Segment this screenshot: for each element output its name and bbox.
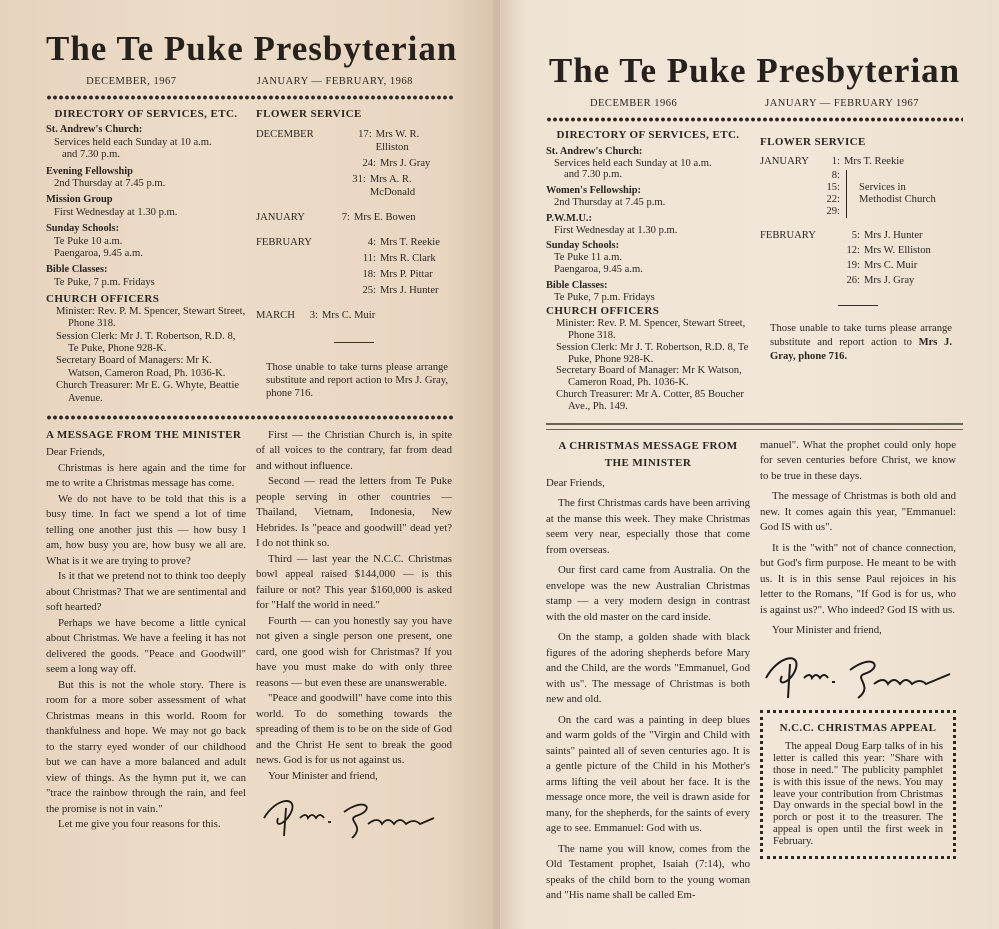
month	[256, 252, 350, 265]
month	[760, 275, 842, 287]
flower-service	[256, 108, 452, 405]
officer-entry: Session Clerk: Mr J. T. Robertson, R.D. 8, Te Puke, Phone 928-K.	[556, 341, 749, 365]
ncc-appeal-box	[760, 710, 956, 859]
name: Mrs W. Elliston	[864, 245, 931, 256]
day: 5:	[851, 230, 860, 241]
month	[256, 157, 350, 170]
flower-row	[256, 211, 452, 224]
signature-image	[760, 644, 956, 702]
section-label: Mission Group	[46, 194, 113, 206]
section-line: First Wednesday at 1.30 p.m.	[554, 224, 678, 236]
name: Mrs T. Reekie	[844, 156, 904, 167]
officer-entry: Secretary Board of Managers: Mr K. Watson, Cameron Road, Ph. 1036-K.	[56, 355, 226, 379]
section-line: Te Puke, 7 p.m. Fridays	[554, 291, 655, 303]
directory-section	[46, 223, 246, 260]
flower-row	[760, 260, 956, 272]
name: Mrs E. Bowen	[354, 212, 416, 223]
day: 1:	[831, 156, 840, 167]
top-section	[46, 108, 453, 405]
section-line: Services held each Sunday at 10 a.m.	[554, 157, 712, 169]
paragraph: "Peace and goodwill" have come into this world. To do something towards the spreading of them is to be on the side of God and the Christ He sent to break the good news. God is for us not against us.	[256, 692, 452, 767]
directory-of-services	[546, 130, 750, 413]
day: 7:	[341, 212, 350, 223]
directory-heading: DIRECTORY OF SERVICES, ETC.	[556, 129, 740, 141]
directory-section	[46, 194, 246, 219]
short-divider	[334, 342, 374, 343]
paragraph: But this is not the whole story. There is room for a more sober assessment of what Christmas means in this world. Room for thankfulness and hope. We may not go back to the starry eyed wonder of our childhood but we can have a more balanced and adult view of things. As the hymn put it, we can "trace the rainbow through the rain, and feel the promise is not in vain."	[46, 678, 246, 815]
name: Mrs J. Hunter	[864, 230, 923, 241]
flower-row	[256, 128, 452, 154]
day: 22:	[826, 194, 840, 205]
name: Mrs W. R. Elliston	[375, 129, 420, 153]
day: 26:	[846, 275, 860, 286]
minister-message	[46, 428, 453, 844]
name: Mrs C. Muir	[322, 310, 376, 321]
minister-message-col-2	[256, 428, 452, 844]
section-label: Sunday Schools:	[46, 223, 120, 235]
month	[760, 260, 842, 272]
paragraph: Let me give you four reasons for this.	[58, 818, 221, 831]
flower-service	[760, 130, 956, 413]
officer-entry: Church Treasurer: Mr E. G. Whyte, Beattie Avenue.	[56, 380, 240, 404]
closing: Your Minister and friend,	[268, 769, 378, 782]
section-label: St. Andrew's Church:	[546, 145, 643, 157]
paragraph: On the card was a painting in deep blues and warm golds of the "Virgin and Child with saints" painted all of seven centuries ago. It is a gentle picture of the Child in his Mother's arms lifting the veil about her face. It is the message once more, the veil is drawn aside for many, for the shepherds, for the saints of every age to see. Emmanuel: God with us.	[546, 713, 750, 835]
paragraph: Our first card came from Australia. On the envelope was the new Australian Christmas stamp — a very modern design in contrast with the old master on the card inside.	[546, 564, 750, 623]
flower-row	[256, 284, 452, 297]
ornamental-divider	[46, 95, 453, 100]
section-label: P.W.M.U.:	[546, 212, 592, 224]
directory-of-services	[46, 108, 246, 405]
name: Mrs C. Muir	[864, 260, 918, 271]
day: 15:	[826, 182, 840, 193]
section-divider	[546, 423, 963, 430]
day: 31:	[352, 174, 366, 185]
flower-row	[256, 309, 452, 322]
flower-note: Those unable to take turns please arrange substitute and report action to Mrs J. Gray, phone 716.	[266, 362, 448, 399]
bracket-text: Services in Methodist Church	[859, 182, 936, 205]
month	[256, 284, 350, 297]
christmas-message	[546, 438, 963, 909]
officer-entry: Church Treasurer: Mr A. Cotter, 85 Boucher Ave., Ph. 149.	[556, 388, 744, 412]
name: Mrs T. Reekie	[380, 237, 440, 248]
month: FEBRUARY	[256, 237, 312, 248]
section-line: Paengaroa, 9.45 a.m.	[54, 248, 143, 260]
issue-period: JANUARY — FEBRUARY 1967	[765, 98, 920, 109]
flower-row	[760, 245, 956, 257]
newsletter-page-1966	[500, 0, 999, 929]
section-line: and 7.30 p.m.	[564, 169, 622, 181]
greeting: Dear Friends,	[546, 476, 605, 489]
directory-section	[546, 213, 750, 237]
ornamental-divider	[46, 415, 453, 420]
flower-heading: FLOWER SERVICE	[256, 108, 362, 120]
christmas-message-col-1	[546, 438, 750, 909]
day: 8:	[831, 170, 840, 181]
issue-dates	[546, 98, 963, 109]
day: 24:	[362, 158, 376, 169]
paragraph: The name you will know, comes from the Old Testament prophet, Isaiah (7:14), who speaks of the child born to the young woman and "His name shall be called Em-	[546, 842, 750, 902]
ornamental-divider	[546, 117, 963, 122]
name: Mrs R. Clark	[380, 253, 436, 264]
note-text: Those unable to take turns please arrange substitute and report action to	[770, 323, 952, 348]
paragraph: The first Christmas cards have been arriving at the manse this week. They make Christmas seem very near, especially those that come from overseas.	[546, 497, 750, 556]
section-line: Te Puke 10 a.m.	[54, 235, 123, 247]
paragraph: We do not have to be told that this is a busy time. In fact we spend a lot of time telling one another just this — how busy I am, how busy you are, how busy we all are. What is it we are trying to prove?	[46, 492, 246, 567]
greeting: Dear Friends,	[46, 446, 105, 459]
paragraph: Christmas is here again and the time for me to write a Christmas message has come.	[46, 461, 246, 490]
flower-row	[256, 236, 452, 249]
officers-heading: CHURCH OFFICERS	[546, 305, 660, 318]
short-divider	[838, 305, 878, 306]
directory-section	[46, 124, 246, 161]
day: 25:	[362, 285, 376, 296]
section-line: Te Puke 11 a.m.	[554, 252, 623, 264]
directory-section	[46, 264, 246, 289]
masthead-title: The Te Puke Presbyterian	[548, 51, 961, 90]
day: 3:	[309, 310, 318, 321]
paragraph: On the stamp, a golden shade with black figures of the adoring shepherds before Mary and the Child, are the words "Emmanuel, God with us". The message of Christmas is both new and old.	[546, 631, 750, 706]
directory-section	[546, 146, 750, 181]
month	[256, 173, 342, 199]
officer-entry: Minister: Rev. P. M. Spencer, Stewart Street, Phone 318.	[556, 318, 746, 341]
name: Mrs A. R. McDonald	[369, 174, 416, 198]
section-label: Bible Classes:	[46, 264, 108, 276]
note-contact: Mrs J. Gray, phone 716.	[770, 337, 952, 362]
flower-row	[256, 268, 452, 281]
top-section	[546, 130, 963, 413]
section-line: Services held each Sunday at 10 a.m.	[54, 136, 212, 148]
flower-row	[760, 275, 956, 287]
paragraph: Perhaps we have become a little cynical about Christmas. We have a feeling it has not delivered the goods. "Peace and Goodwill" seem a long way off.	[46, 616, 246, 676]
officer-entry: Session Clerk: Mr J. T. Robertson, R.D. 8, Te Puke, Phone 928-K.	[56, 330, 236, 354]
signature-image	[256, 788, 446, 843]
section-line: Paengaroa, 9.45 a.m.	[554, 263, 643, 275]
appeal-heading: N.C.C. CHRISTMAS APPEAL	[779, 721, 937, 734]
directory-heading: DIRECTORY OF SERVICES, ETC.	[54, 108, 238, 120]
section-line: and 7.30 p.m.	[62, 149, 120, 161]
flower-heading: FLOWER SERVICE	[760, 136, 866, 148]
flower-row	[256, 173, 452, 199]
section-line: 2nd Thursday at 7.45 p.m.	[54, 178, 166, 190]
message-heading: A CHRISTMAS MESSAGE FROM THE MINISTER	[558, 439, 738, 469]
flower-row	[760, 156, 956, 168]
directory-section	[46, 166, 246, 191]
closing: Your Minister and friend,	[772, 624, 882, 637]
month: JANUARY	[256, 212, 305, 223]
day: 4:	[367, 237, 376, 248]
directory-section	[546, 280, 750, 304]
month	[256, 268, 350, 281]
day: 19:	[846, 260, 860, 271]
issue-dates	[46, 76, 453, 87]
day: 12:	[846, 245, 860, 256]
section-line: 2nd Thursday at 7.45 p.m.	[554, 196, 666, 208]
newsletter-page-1967	[0, 0, 493, 929]
month	[760, 245, 842, 257]
officer-entry: Secretary Board of Manager: Mr K Watson, Cameron Road, Ph. 1036-K.	[556, 365, 742, 389]
paragraph: The message of Christmas is both old and new. It comes again this year, "Emmanuel: God IS with us".	[760, 490, 956, 534]
name: Mrs J. Gray	[380, 158, 431, 169]
section-label: Women's Fellowship:	[546, 185, 641, 197]
section-label: Evening Fellowship	[46, 165, 133, 177]
day: 17:	[358, 129, 372, 140]
paragraph: First — the Christian Church is, in spite of all voices to the contrary, far from dead and without influence.	[256, 428, 452, 472]
minister-message-col-1	[46, 428, 246, 844]
paragraph: Is it that we pretend not to think too deeply about Christmas? That we are sentimental and soft hearted?	[46, 570, 246, 614]
methodist-bracket-group	[760, 170, 956, 218]
officer-entry: Minister: Rev. P. M. Spencer, Stewart Street, Phone 318.	[56, 305, 246, 330]
issue-date: DECEMBER 1966	[589, 98, 678, 109]
day: 29:	[826, 206, 840, 217]
name: Mrs P. Pittar	[380, 269, 433, 280]
issue-date: DECEMBER, 1967	[86, 76, 177, 87]
officers-heading: CHURCH OFFICERS	[46, 293, 160, 306]
flower-note	[760, 322, 956, 364]
directory-section	[546, 185, 750, 209]
section-line: First Wednesday at 1.30 p.m.	[54, 206, 178, 218]
day: 11:	[362, 253, 376, 264]
month: FEBRUARY	[760, 230, 816, 241]
appeal-text: The appeal Doug Earp talks of in his letter is called this year: "Share with those in need." The publicity pamphlet is with this issue of the news. You may leave your contribution from Christmas Day onwards in the special bowl in the porch or post it to the treasurer. The appeal is open until the first week in February.	[773, 741, 943, 847]
flower-row	[256, 252, 452, 265]
bracket	[846, 170, 949, 218]
paragraph: It is the "with" not of chance connection, but God's firm purpose. He meant to be with us. It is in this sense Paul rejoices in his letter to the Romans, "If God is for us, who is against us?". Who indeed? God IS with us.	[760, 541, 956, 616]
paragraph: Second — read the letters from Te Puke people serving in other countries — Thailand, Vietnam, Indonesia, New Hebrides. Is "peace and goodwill" dead yet? I do not think so.	[256, 475, 452, 550]
paragraph: Fourth — can you honestly say you have not given a single person one present, one card, one good wish for Christmas? If you have you must make do with only three reasons — but even these are unanswerable.	[256, 614, 452, 689]
paragraph: manuel". What the prophet could only hope for seven centuries before Christ, we know to be true in these days.	[760, 438, 956, 482]
christmas-message-col-2	[760, 438, 956, 909]
section-label: Sunday Schools:	[546, 240, 620, 252]
paragraph: Third — last year the N.C.C. Christmas bowl appeal raised $144,000 — is this failure or not? This year $160,000 is asked for "Half the world in need."	[256, 552, 452, 612]
masthead-title: The Te Puke Presbyterian	[46, 29, 458, 68]
day: 18:	[362, 269, 376, 280]
flower-row	[760, 230, 956, 242]
month: MARCH	[256, 310, 295, 321]
month: JANUARY	[760, 156, 809, 167]
section-label: Bible Classes:	[546, 279, 608, 291]
issue-period: JANUARY — FEBRUARY, 1968	[256, 76, 413, 87]
name: Mrs J. Hunter	[380, 285, 439, 296]
month: DECEMBER	[256, 129, 314, 140]
section-label: St. Andrew's Church:	[46, 124, 143, 136]
name: Mrs J. Gray	[864, 275, 915, 286]
message-heading: A MESSAGE FROM THE MINISTER	[46, 428, 242, 441]
section-line: Te Puke, 7 p.m. Fridays	[54, 276, 155, 288]
flower-row	[256, 157, 452, 170]
directory-section	[546, 240, 750, 275]
